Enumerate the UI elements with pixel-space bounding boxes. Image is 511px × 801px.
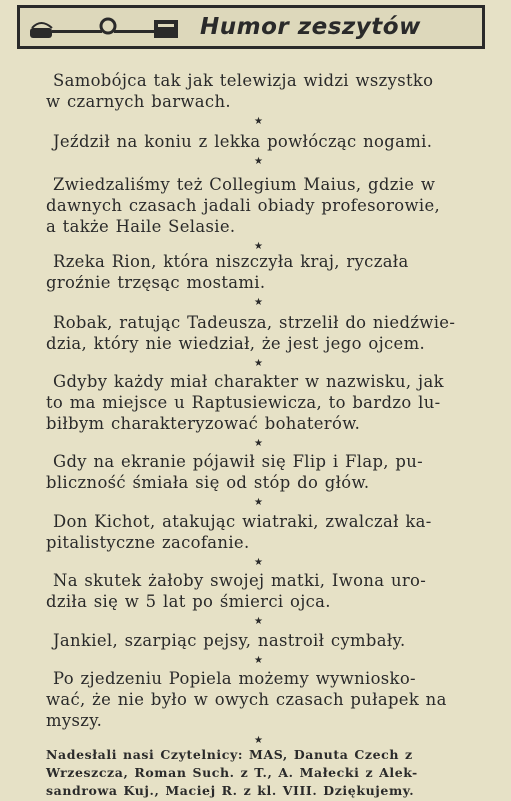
star-separator: ★: [254, 735, 263, 746]
credits-line: Wrzeszcza, Roman Such. z T., A. Małecki z Alek-: [46, 765, 418, 780]
section-header: [17, 5, 485, 49]
star-separator: ★: [254, 616, 263, 627]
joke-line: w czarnych barwach.: [46, 92, 231, 111]
joke-line: Samobójca tak jak telewizja widzi wszystko: [53, 71, 434, 90]
star-separator: ★: [254, 655, 263, 666]
joke-line: Na skutek żałoby swojej matki, Iwona uro-: [53, 571, 427, 590]
star-separator: ★: [254, 557, 263, 568]
star-separator: ★: [254, 358, 263, 369]
star-separator: ★: [254, 116, 263, 127]
star-separator: ★: [254, 241, 263, 252]
joke-line: Zwiedzaliśmy też Collegium Maius, gdzie w: [53, 175, 436, 194]
credits-line: sandrowa Kuj., Maciej R. z kl. VIII. Dziękujemy.: [46, 783, 415, 798]
joke-line: wać, że nie było w owych czasach pułapek na: [46, 690, 447, 709]
credits-line: Nadesłali nasi Czytelnicy: MAS, Danuta Czech z: [46, 747, 413, 762]
joke-line: Jeździł na koniu z lekka powłócząc nogami.: [53, 132, 433, 151]
joke-line: to ma miejsce u Raptusiewicza, to bardzo lu-: [46, 393, 441, 412]
joke-line: Jankiel, szarpiąc pejsy, nastroił cymbały.: [53, 631, 406, 650]
star-separator: ★: [254, 156, 263, 167]
joke-line: dawnych czasach jadali obiady profesorowie,: [46, 196, 441, 215]
star-separator: ★: [254, 438, 263, 449]
joke-line: pitalistyczne zacofanie.: [46, 533, 250, 552]
joke-line: Rzeka Rion, która niszczyła kraj, ryczała: [53, 252, 409, 271]
joke-line: biłbym charakteryzować bohaterów.: [46, 414, 361, 433]
joke-line: bliczność śmiała się od stóp do głów.: [46, 473, 370, 492]
joke-line: Don Kichot, atakując wiatraki, zwalczał ka-: [53, 512, 432, 531]
typewriter-pen-icon: [28, 14, 188, 42]
joke-line: Po zjedzeniu Popiela możemy wywniosko-: [53, 669, 416, 688]
star-separator: ★: [254, 497, 263, 508]
joke-line: Robak, ratując Tadeusza, strzelił do niedźwie-: [53, 313, 456, 332]
joke-line: dziła się w 5 lat po śmierci ojca.: [46, 592, 331, 611]
joke-line: groźnie trzęsąc mostami.: [46, 273, 266, 292]
joke-line: a także Haile Selasie.: [46, 217, 236, 236]
joke-line: Gdyby każdy miał charakter w nazwisku, jak: [53, 372, 444, 391]
joke-line: Gdy na ekranie pójawił się Flip i Flap, pu-: [53, 452, 424, 471]
joke-line: dzia, który nie wiedział, że jest jego ojcem.: [46, 334, 426, 353]
joke-line: myszy.: [46, 711, 103, 730]
page-title: Humor zeszytów: [200, 14, 421, 40]
star-separator: ★: [254, 297, 263, 308]
